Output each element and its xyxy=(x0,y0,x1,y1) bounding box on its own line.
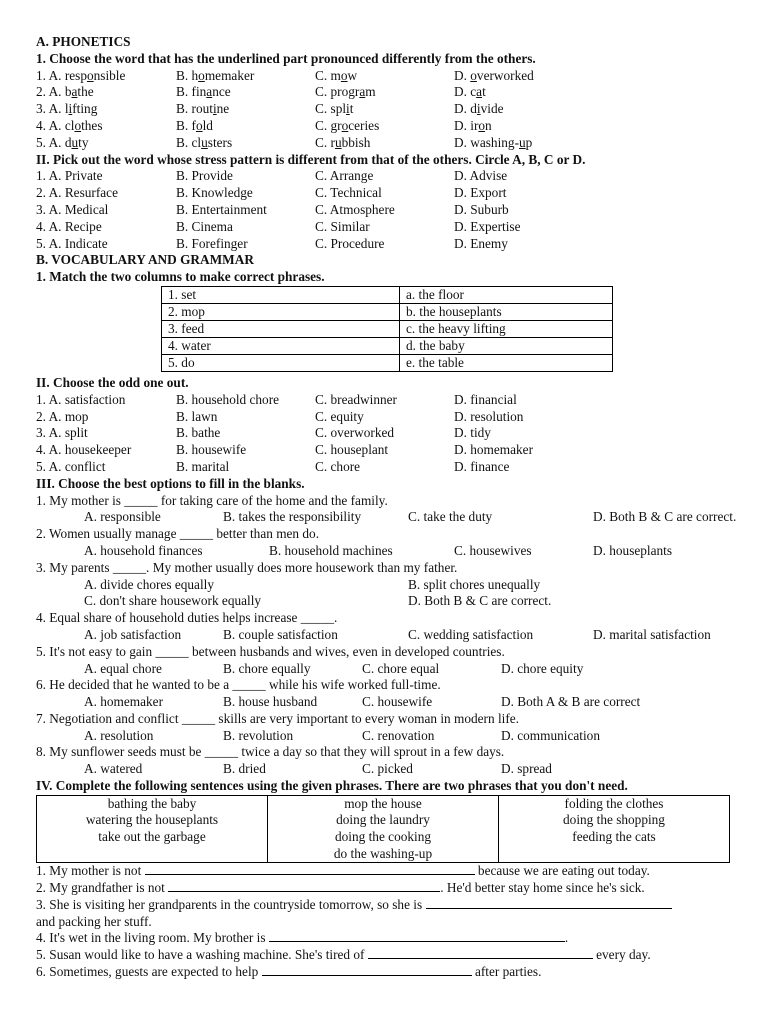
underlined-letter: i xyxy=(346,101,350,117)
sentence: 4. It's wet in the living room. My brother is . xyxy=(36,930,569,946)
sentence: 2. My grandfather is not . He'd better stay home since he's sick. xyxy=(36,880,645,896)
complete-title: IV. Complete the following sentences using the given phrases. There are two phrases that you don't need. xyxy=(36,778,628,794)
phrase: watering the houseplants xyxy=(85,812,219,828)
stress-row xyxy=(36,236,738,253)
odd-list xyxy=(36,392,738,476)
mc-option: D. Both B & C are correct. xyxy=(408,593,552,609)
mc-option: D. Both B & C are correct. xyxy=(593,509,737,525)
mc-option: C. don't share housework equally xyxy=(84,593,262,609)
section-vocab-title: B. VOCABULARY AND GRAMMAR xyxy=(36,252,254,268)
phonetics-row xyxy=(36,135,738,152)
underlined-letter: o xyxy=(195,117,203,133)
mc-option: B. dried xyxy=(223,761,266,777)
stress-row-option: 2. A. Resurface xyxy=(36,185,118,201)
stress-row-option: C. Technical xyxy=(315,185,382,201)
phonetics-part1-title: 1. Choose the word that has the underlined part pronounced differently from the others. xyxy=(36,50,536,66)
mc-option: D. houseplants xyxy=(593,542,673,558)
match-left: 3. feed xyxy=(162,320,400,337)
mc-option: A. divide chores equally xyxy=(84,576,214,592)
answer-blank xyxy=(426,897,672,909)
stress-row-option: B. Provide xyxy=(176,168,233,184)
odd-row-option: C. houseplant xyxy=(315,442,389,458)
odd-row-option: D. homemaker xyxy=(454,442,534,458)
odd-row-option: D. resolution xyxy=(454,408,524,424)
mc-options xyxy=(36,694,738,711)
match-right: c. the heavy lifting xyxy=(400,320,613,337)
phonetics-option: B. homemaker xyxy=(176,67,255,83)
stress-row-option: D. Enemy xyxy=(454,235,508,251)
mc-option: C. picked xyxy=(362,761,413,777)
sentence: 6. Sometimes, guests are expected to help after parties. xyxy=(36,964,542,980)
phonetics-option: 4. A. clothes xyxy=(36,117,103,133)
stress-row-option: 5. A. Indicate xyxy=(36,235,108,251)
odd-row-option: 3. A. split xyxy=(36,425,88,441)
sentence: 5. Susan would like to have a washing machine. She's tired of every day. xyxy=(36,947,651,963)
mc-options xyxy=(36,728,738,745)
phonetics-option: B. routine xyxy=(176,101,230,117)
mc-option: D. spread xyxy=(501,761,552,777)
underlined-letter: o xyxy=(340,67,348,83)
stress-row-option: D. Expertise xyxy=(454,218,521,234)
stress-row xyxy=(36,219,738,236)
odd-row xyxy=(36,409,738,426)
phonetics-option: C. groceries xyxy=(315,117,380,133)
phonetics-row xyxy=(36,84,738,101)
mc-option: D. marital satisfaction xyxy=(593,626,711,642)
underlined-letter: u xyxy=(71,134,79,150)
mc-options xyxy=(36,627,738,644)
stress-row-option: D. Advise xyxy=(454,168,508,184)
odd-row xyxy=(36,442,738,459)
phonetics-option: D. overworked xyxy=(454,67,534,83)
mc-option: A. job satisfaction xyxy=(84,626,182,642)
stress-row-option: B. Entertainment xyxy=(176,201,267,217)
mc-option: A. watered xyxy=(84,761,143,777)
phrase: doing the laundry xyxy=(336,812,430,828)
mc-option: C. take the duty xyxy=(408,509,493,525)
underlined-letter: o xyxy=(478,117,486,133)
match-left: 2. mop xyxy=(162,303,400,320)
phrase: take out the garbage xyxy=(98,829,206,845)
phonetics-option: C. rubbish xyxy=(315,134,371,150)
match-title: 1. Match the two columns to make correct phrases. xyxy=(36,269,325,285)
phonetics-option: B. finance xyxy=(176,84,231,100)
match-row xyxy=(162,303,613,320)
underlined-letter: u xyxy=(334,134,342,150)
match-right: a. the floor xyxy=(400,286,613,303)
mc-question: 8. My sunflower seeds must be _____ twice a day so that they will sprout in a few days. xyxy=(36,744,505,760)
match-right: b. the houseplants xyxy=(400,303,613,320)
odd-row-option: C. overworked xyxy=(315,425,395,441)
mc-question: 5. It's not easy to gain _____ between husbands and wives, even in developed countries. xyxy=(36,643,505,659)
mc-option: C. wedding satisfaction xyxy=(408,626,534,642)
mc-question: 6. He decided that he wanted to be a _____ while his wife worked full-time. xyxy=(36,677,441,693)
phonetics-option: 3. A. lifting xyxy=(36,101,98,117)
odd-row-option: 4. A. housekeeper xyxy=(36,442,132,458)
mc-question: 4. Equal share of household duties helps increase _____. xyxy=(36,610,338,626)
underlined-letter: u xyxy=(201,134,208,150)
answer-blank xyxy=(168,880,440,892)
mc-option: A. responsible xyxy=(84,509,161,525)
mc-option: B. split chores unequally xyxy=(408,576,541,592)
section-phonetics-title: A. PHONETICS xyxy=(36,34,131,49)
phrase: mop the house xyxy=(344,795,422,811)
stress-row-option: 4. A. Recipe xyxy=(36,218,102,234)
stress-row-option: B. Forefinger xyxy=(176,235,248,251)
mc-question: 2. Women usually manage _____ better than men do. xyxy=(36,526,320,542)
match-left: 4. water xyxy=(162,337,400,354)
odd-title: II. Choose the odd one out. xyxy=(36,374,189,390)
odd-row-option: B. household chore xyxy=(176,391,280,407)
mc-question: 1. My mother is _____ for taking care of the home and the family. xyxy=(36,492,388,508)
odd-row-option: D. finance xyxy=(454,458,510,474)
mc-option: C. housewife xyxy=(362,694,433,710)
phrase-column xyxy=(268,795,499,862)
stress-row-option: C. Arrange xyxy=(315,168,374,184)
mc-option: D. Both A & B are correct xyxy=(501,694,641,710)
stress-row xyxy=(36,202,738,219)
match-table xyxy=(161,286,613,372)
answer-blank xyxy=(262,964,472,976)
sentence: 3. She is visiting her grandparents in the countryside tomorrow, so she is xyxy=(36,897,738,914)
underlined-letter: o xyxy=(74,117,82,133)
answer-blank xyxy=(368,947,593,959)
odd-row-option: D. financial xyxy=(454,391,517,407)
underlined-letter: a xyxy=(206,84,213,100)
underlined-letter: i xyxy=(68,101,73,117)
phrase-table xyxy=(36,795,730,863)
mc-question: 7. Negotiation and conflict _____ skills are very important to every woman in modern life. xyxy=(36,710,519,726)
match-row xyxy=(162,354,613,371)
underlined-letter: i xyxy=(476,101,481,117)
mc-option: C. renovation xyxy=(362,727,435,743)
odd-row-option: B. bathe xyxy=(176,425,221,441)
match-left: 1. set xyxy=(162,286,400,303)
mc-option: B. couple satisfaction xyxy=(223,626,338,642)
odd-row-option: C. breadwinner xyxy=(315,391,397,407)
mc-option: A. equal chore xyxy=(84,660,162,676)
phonetics-part1-list xyxy=(36,68,738,152)
match-right: e. the table xyxy=(400,354,613,371)
mc-options xyxy=(36,593,738,610)
phonetics-option: C. mow xyxy=(315,67,358,83)
stress-row-option: C. Similar xyxy=(315,218,370,234)
phonetics-option: D. divide xyxy=(454,101,504,117)
phonetics-row xyxy=(36,118,738,135)
sentence-list xyxy=(36,863,738,981)
stress-row-option: B. Knowledge xyxy=(176,185,253,201)
phonetics-option: 5. A. duty xyxy=(36,134,89,150)
phonetics-option: 2. A. bathe xyxy=(36,84,94,100)
phonetics-row xyxy=(36,101,738,118)
stress-row xyxy=(36,168,738,185)
odd-row xyxy=(36,392,738,409)
phonetics-option: D. cat xyxy=(454,84,486,100)
phrase-column xyxy=(37,795,268,862)
mc-option: B. takes the responsibility xyxy=(223,509,362,525)
mc-title: III. Choose the best options to fill in the blanks. xyxy=(36,475,305,491)
mc-option: A. household finances xyxy=(84,542,203,558)
mc-option: A. resolution xyxy=(84,727,154,743)
phrase-column xyxy=(499,795,730,862)
stress-row xyxy=(36,185,738,202)
mc-options xyxy=(36,577,738,594)
underlined-letter: o xyxy=(86,67,94,83)
match-row xyxy=(162,337,613,354)
odd-row-option: B. housewife xyxy=(176,442,247,458)
mc-option: C. housewives xyxy=(454,542,532,558)
underlined-letter: o xyxy=(198,67,205,83)
odd-row-option: C. chore xyxy=(315,458,361,474)
answer-blank xyxy=(269,930,565,942)
answer-blank xyxy=(145,863,475,875)
phrase: feeding the cats xyxy=(572,829,656,845)
phonetics-option: D. iron xyxy=(454,117,492,133)
match-left: 5. do xyxy=(162,354,400,371)
match-row xyxy=(162,286,613,303)
phonetics-option: D. washing-up xyxy=(454,134,533,150)
mc-option: B. house husband xyxy=(223,694,318,710)
mc-list xyxy=(36,493,738,779)
phonetics-option: B. clusters xyxy=(176,134,233,150)
phrase: bathing the baby xyxy=(107,795,197,811)
stress-row-option: C. Atmosphere xyxy=(315,201,395,217)
underlined-letter: a xyxy=(359,84,366,100)
underlined-letter: a xyxy=(71,84,78,100)
mc-option: D. chore equity xyxy=(501,660,584,676)
stress-row-option: 3. A. Medical xyxy=(36,201,109,217)
stress-row-option: B. Cinema xyxy=(176,218,233,234)
mc-option: B. household machines xyxy=(269,542,393,558)
mc-options xyxy=(36,543,738,560)
stress-row-option: 1. A. Private xyxy=(36,168,103,184)
sentence: and packing her stuff. xyxy=(36,913,152,929)
odd-row-option: 2. A. mop xyxy=(36,408,89,424)
stress-row-option: D. Suburb xyxy=(454,201,509,217)
match-row xyxy=(162,320,613,337)
mc-options xyxy=(36,661,738,678)
underlined-letter: a xyxy=(476,84,483,100)
odd-row-option: D. tidy xyxy=(454,425,491,441)
underlined-letter: o xyxy=(470,67,477,83)
odd-row-option: C. equity xyxy=(315,408,364,424)
phonetics-option: C. split xyxy=(315,101,354,117)
mc-option: B. chore equally xyxy=(223,660,311,676)
phonetics-option: C. program xyxy=(315,84,376,100)
odd-row-option: B. marital xyxy=(176,458,230,474)
sentence: 1. My mother is not because we are eating out today. xyxy=(36,863,650,879)
odd-row-option: B. lawn xyxy=(176,408,218,424)
phrase: folding the clothes xyxy=(564,795,664,811)
mc-option: D. communication xyxy=(501,727,600,743)
stress-row-option: D. Export xyxy=(454,185,507,201)
phrase: doing the cooking xyxy=(334,829,432,845)
phonetics-option: B. fold xyxy=(176,117,213,133)
phonetics-row xyxy=(36,68,738,85)
mc-options xyxy=(36,761,738,778)
underlined-letter: u xyxy=(519,134,526,150)
mc-option: C. chore equal xyxy=(362,660,440,676)
phrase: doing the shopping xyxy=(563,812,665,828)
phrase: do the washing-up xyxy=(333,845,433,861)
mc-options xyxy=(36,509,738,526)
mc-question: 3. My parents _____. My mother usually does more housework than my father. xyxy=(36,559,458,575)
mc-option: A. homemaker xyxy=(84,694,164,710)
underlined-letter: i xyxy=(212,101,217,117)
phonetics-part2-list xyxy=(36,168,738,252)
stress-row-option: C. Procedure xyxy=(315,235,385,251)
phonetics-part2-title: II. Pick out the word whose stress pattern is different from that of the others. Circle A, B, C or D. xyxy=(36,151,586,167)
match-right: d. the baby xyxy=(400,337,613,354)
odd-row-option: 5. A. conflict xyxy=(36,458,106,474)
odd-row xyxy=(36,459,738,476)
odd-row-option: 1. A. satisfaction xyxy=(36,391,126,407)
odd-row xyxy=(36,425,738,442)
underlined-letter: o xyxy=(341,117,349,133)
phonetics-option: 1. A. responsible xyxy=(36,67,126,83)
mc-option: B. revolution xyxy=(223,727,294,743)
